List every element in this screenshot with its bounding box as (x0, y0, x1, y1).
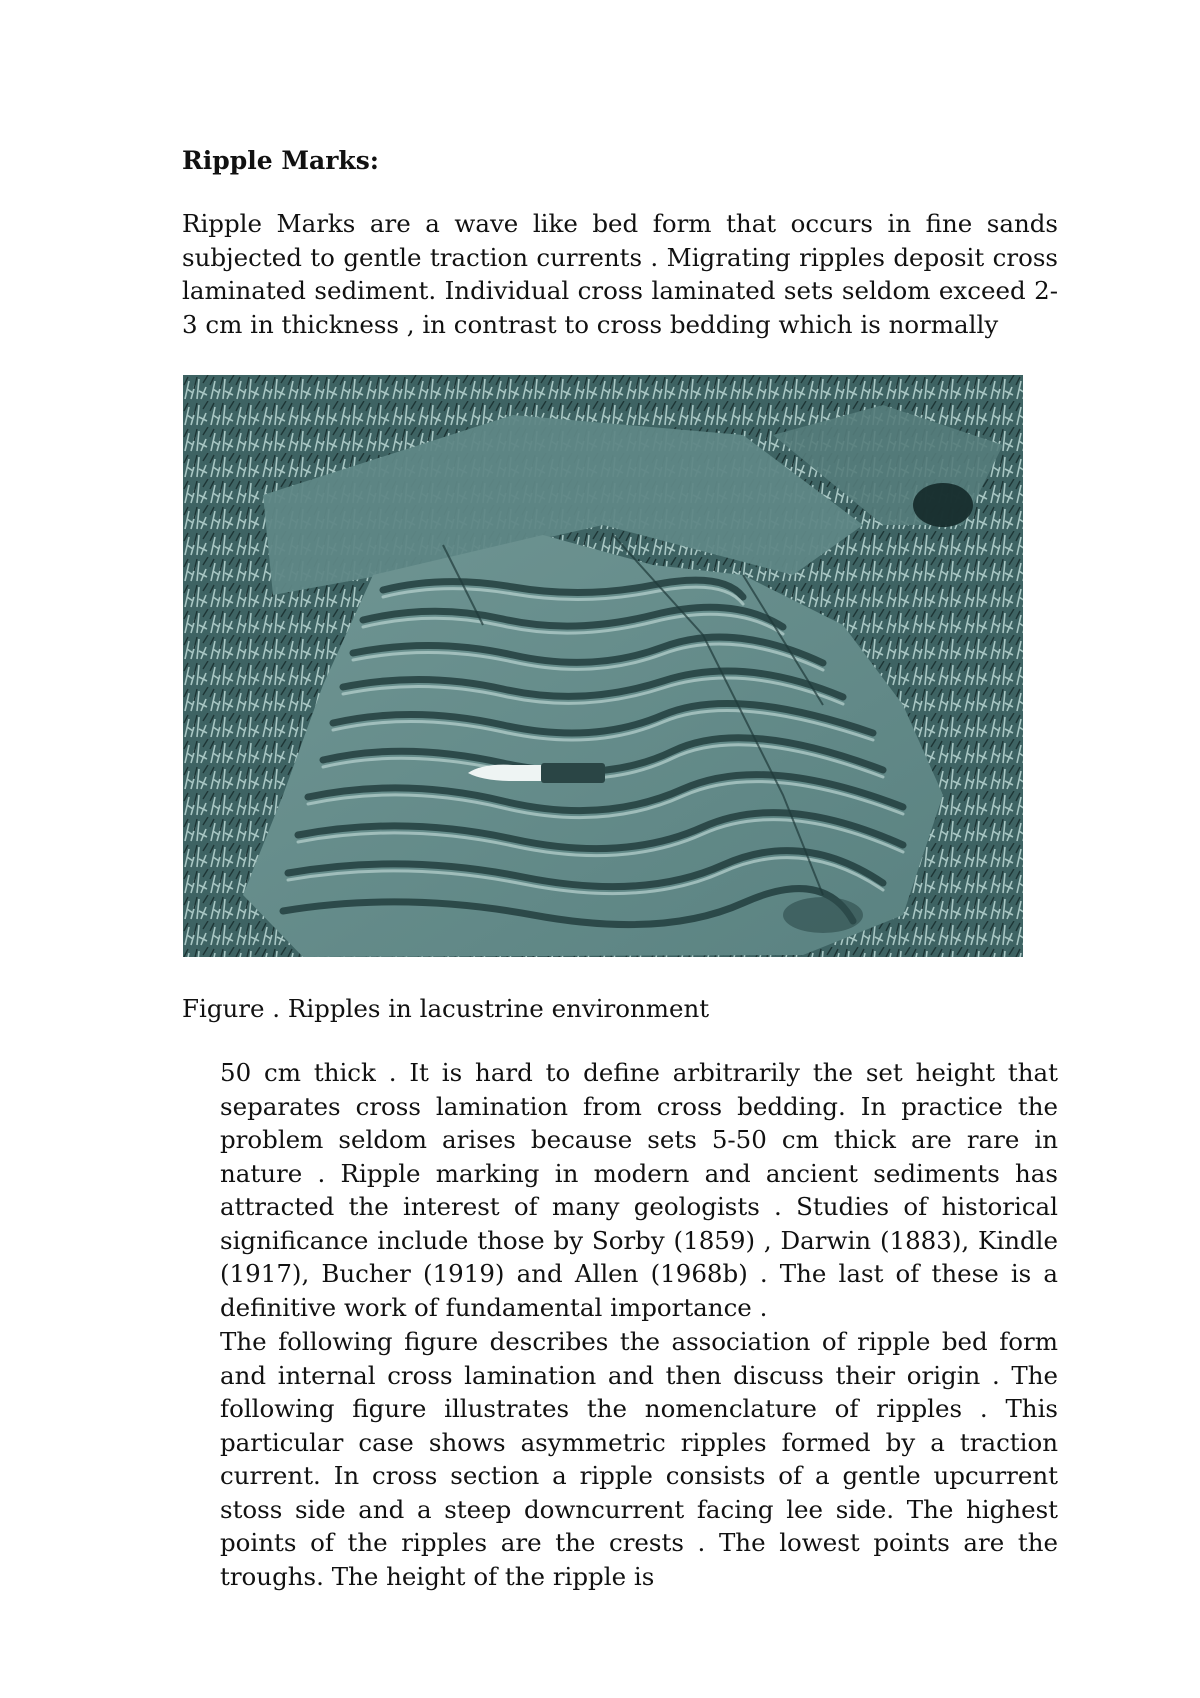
ripple-photo-illustration (183, 375, 1023, 957)
figure-caption: Figure . Ripples in lacustrine environment (182, 994, 710, 1023)
body-paragraph-2: The following figure describes the association of ripple bed form and internal cross lamination and then discuss their origin . The following figure illustrates the nomenclature of ripples . This particular case shows asymmetric ripples formed by a traction current. In cross section a ripple consists of a gentle upcurrent stoss side and a steep downcurrent facing lee side. The highest points of the ripples are the crests . The lowest points are the troughs. The height of the ripple is (220, 1327, 1058, 1591)
section-heading: Ripple Marks: (182, 146, 380, 175)
body-paragraph-1: 50 cm thick . It is hard to define arbitrarily the set height that separates cross lamination from cross bedding. In practice the problem seldom arises because sets 5-50 cm thick are rare in nature . Ripple marking in modern and ancient sediments has attracted the interest of many geologists . Studies of historical significance include those by Sorby (1859) , Darwin (1883), Kindle (1917), Bucher (1919) and Allen (1968b) . The last of these is a definitive work of fundamental importance . (220, 1058, 1058, 1322)
ripple-photo (183, 375, 1023, 957)
intro-paragraph: Ripple Marks are a wave like bed form that occurs in fine sands subjected to gentle traction currents . Migrating ripples deposit cross laminated sediment. Individual cross laminated sets seldom exceed 2-3 cm in thickness , in contrast to cross bedding which is normally (182, 209, 1058, 339)
